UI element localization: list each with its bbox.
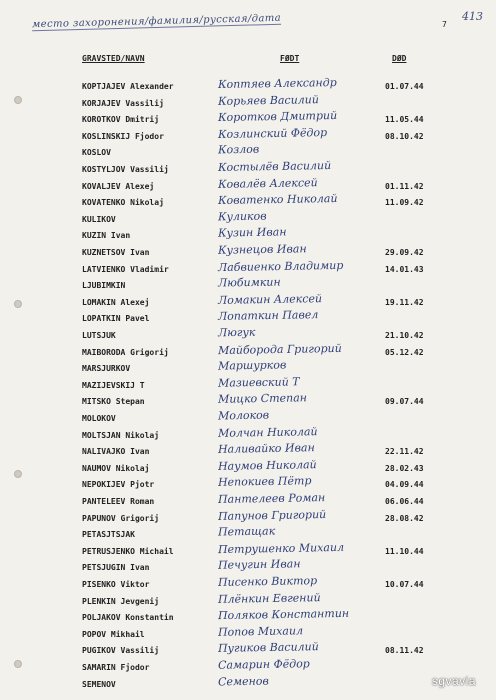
row-date: 11.10.44 (385, 546, 424, 556)
row-name: MARSJURKOV (82, 364, 131, 374)
row-date: 01.07.44 (385, 82, 424, 91)
row-handwriting: Самарин Фёдор (217, 657, 310, 672)
row-date: 14.01.43 (385, 264, 424, 274)
row-name: SEMENOV (82, 679, 116, 689)
list-row (0, 675, 496, 695)
row-handwriting: Пантелеев Роман (217, 491, 326, 506)
row-handwriting: Поляков Константин (217, 607, 350, 623)
row-date: 06.06.44 (385, 497, 424, 506)
row-date: 28.02.43 (385, 463, 424, 473)
row-handwriting: Плёнкин Евгений (217, 590, 321, 606)
row-name: PAPUNOV Grigorij (82, 513, 160, 523)
row-name: KOPTJAJEV Alexander (82, 82, 174, 91)
row-date: 28.08.42 (385, 513, 424, 523)
row-handwriting: Люгук (217, 325, 256, 340)
column-header-grave-name: GRAVSTED/NAVN (82, 54, 145, 63)
row-date: 05.12.42 (385, 347, 424, 357)
row-name: NAUMOV Nikolaj (82, 463, 150, 473)
row-name: NEPOKIJEV Pjotr (82, 480, 155, 490)
row-handwriting: Лабвиенко Владимир (217, 258, 344, 274)
row-date: 08.10.42 (385, 131, 424, 141)
row-date: 08.11.42 (385, 646, 424, 656)
row-handwriting: Ломакин Алексей (217, 291, 323, 307)
handwritten-page-number: 413 (462, 10, 483, 23)
row-name: KUZNETSOV Ivan (82, 248, 150, 257)
row-handwriting: Козлов (217, 143, 260, 157)
row-handwriting: Петащак (217, 524, 276, 539)
row-handwriting: Коптяев Александр (217, 75, 337, 92)
row-handwriting: Куликов (217, 209, 267, 224)
column-header-died: DØD (392, 54, 407, 63)
row-handwriting: Костылёв Василий (217, 159, 332, 174)
row-name: PANTELEEV Roman (82, 497, 155, 506)
row-handwriting: Печугин Иван (217, 557, 301, 573)
row-name: KOSLOV (82, 148, 111, 158)
row-name: MITSKO Stepan (82, 397, 145, 407)
row-name: KOVATENKO Nikolaj (82, 198, 164, 208)
column-header-born: FØDT (280, 54, 300, 63)
row-name: PETRUSJENKO Michail (82, 546, 174, 556)
row-handwriting: Лопаткин Павел (217, 308, 319, 324)
row-name: PETSJUGIN Ivan (82, 563, 150, 573)
row-name: KOSTYLJOV Vassilij (82, 165, 169, 174)
row-date: 04.09.44 (385, 480, 424, 490)
row-handwriting: Пугиков Василий (217, 640, 319, 656)
row-handwriting: Маршурков (217, 358, 287, 373)
row-handwriting: Кузнецов Иван (217, 242, 307, 257)
row-handwriting: Майборода Григорий (217, 341, 342, 357)
row-name: POLJAKOV Konstantin (82, 613, 174, 623)
row-handwriting: Попов Михаил (217, 624, 304, 639)
handwritten-header: место захоронения/фамилия/русская/дата (31, 12, 282, 31)
row-name: KOVALJEV Alexej (82, 181, 155, 191)
row-date: 21.10.42 (385, 331, 424, 340)
row-handwriting: Папунов Григорий (217, 507, 327, 523)
row-name: KORJAJEV Vassilij (82, 98, 164, 108)
row-name: PUGIKOV Vassilij (82, 646, 160, 656)
row-handwriting: Коватенко Николай (217, 192, 338, 208)
row-date: 11.09.42 (385, 198, 424, 208)
row-date: 11.05.44 (385, 115, 424, 125)
row-handwriting: Козлинский Фёдор (217, 125, 328, 141)
row-name: MAZIJEVSKIJ T (82, 380, 145, 390)
row-handwriting: Любимкин (217, 275, 281, 290)
row-handwriting: Ковалёв Алексей (217, 175, 318, 191)
row-handwriting: Петрушенко Михаил (217, 540, 345, 556)
row-date: 10.07.44 (385, 580, 424, 589)
row-name: LATVIENKO Vladimir (82, 264, 169, 274)
row-name: KULIKOV (82, 214, 116, 224)
row-handwriting: Молоков (217, 408, 270, 423)
row-handwriting: Коротков Дмитрий (217, 109, 338, 125)
row-name: KOROTKOV Dmitrij (82, 115, 160, 125)
row-name: MAIBORODA Grigorij (82, 347, 169, 357)
row-name: POPOV Mikhail (82, 629, 145, 639)
row-name: NALIVAJKO Ivan (82, 447, 150, 457)
row-handwriting: Наливайко Иван (217, 441, 315, 457)
row-name: KUZIN Ivan (82, 231, 131, 241)
row-handwriting: Молчан Николай (217, 424, 318, 440)
watermark: sgvavia (431, 674, 476, 688)
row-handwriting: Мицко Степан (217, 391, 308, 407)
row-name: PISENKO Viktor (82, 580, 150, 589)
row-handwriting: Наумов Николай (217, 457, 317, 473)
row-handwriting: Непокиев Пётр (217, 474, 312, 490)
row-date: 09.07.44 (385, 397, 424, 407)
row-handwriting: Писенко Виктор (217, 574, 318, 589)
row-name: LOMAKIN Alexej (82, 297, 150, 307)
row-handwriting: Корьяев Василий (217, 92, 320, 108)
row-handwriting: Кузин Иван (217, 225, 287, 240)
row-name: LUTSJUK (82, 331, 116, 340)
page-number: 7 (442, 20, 447, 29)
row-date: 01.11.42 (385, 181, 424, 191)
row-name: KOSLINSKIJ Fjodor (82, 131, 164, 141)
row-date: 22.11.42 (385, 447, 424, 457)
row-name: PLENKIN Jevgenij (82, 596, 160, 606)
row-handwriting: Семенов (217, 674, 269, 689)
row-name: SAMARIN Fjodor (82, 663, 150, 672)
row-name: MOLTSJAN Nikolaj (82, 430, 160, 440)
row-name: LOPATKIN Pavel (82, 314, 150, 324)
row-date: 29.09.42 (385, 248, 424, 257)
row-date: 19.11.42 (385, 297, 424, 307)
row-name: MOLOKOV (82, 414, 116, 423)
row-name: PETASJTSJAK (82, 530, 135, 540)
row-name: LJUBIMKIN (82, 281, 126, 291)
row-handwriting: Мазиевский Т (217, 375, 300, 390)
